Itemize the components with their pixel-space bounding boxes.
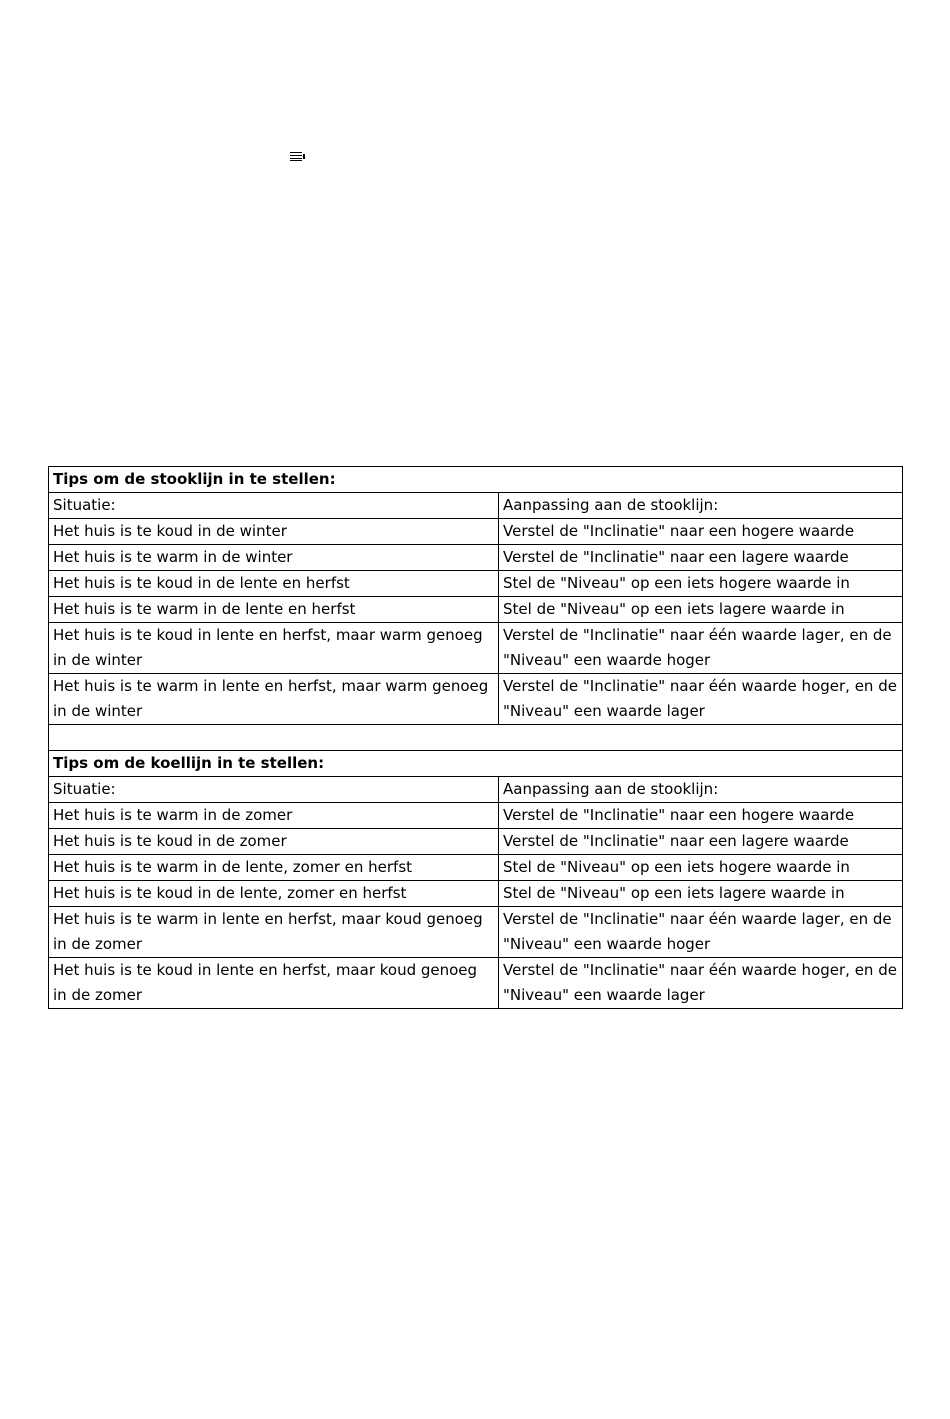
adjustment-cell: Verstel de "Inclinatie" naar een hogere waarde <box>499 803 903 829</box>
stooklijn-header-situation: Situatie: <box>49 493 499 519</box>
adjustment-cell: Verstel de "Inclinatie" naar een lagere waarde <box>499 829 903 855</box>
table-row <box>49 803 903 829</box>
koellijn-header-adjustment: Aanpassing aan de stooklijn: <box>499 777 903 803</box>
situation-cell: Het huis is te koud in de lente, zomer en herfst <box>49 881 499 907</box>
situation-cell: Het huis is te koud in lente en herfst, maar koud genoeg in de zomer <box>49 958 499 1009</box>
table-row <box>49 855 903 881</box>
table-row <box>49 519 903 545</box>
table-row <box>49 881 903 907</box>
koellijn-title: Tips om de koellijn in te stellen: <box>49 751 903 777</box>
adjustment-cell: Verstel de "Inclinatie" naar één waarde lager, en de "Niveau" een waarde hoger <box>499 907 903 958</box>
menu-lines-icon <box>290 152 305 161</box>
table-row <box>49 907 903 958</box>
koellijn-header-situation: Situatie: <box>49 777 499 803</box>
tips-table <box>48 466 903 1009</box>
table-row <box>49 545 903 571</box>
adjustment-cell: Verstel de "Inclinatie" naar één waarde lager, en de "Niveau" een waarde hoger <box>499 623 903 674</box>
stooklijn-header-row <box>49 493 903 519</box>
table-row <box>49 829 903 855</box>
table-row <box>49 623 903 674</box>
adjustment-cell: Verstel de "Inclinatie" naar één waarde hoger, en de "Niveau" een waarde lager <box>499 674 903 725</box>
table-row <box>49 571 903 597</box>
stooklijn-title-row <box>49 467 903 493</box>
stooklijn-title: Tips om de stooklijn in te stellen: <box>49 467 903 493</box>
stooklijn-header-adjustment: Aanpassing aan de stooklijn: <box>499 493 903 519</box>
adjustment-cell: Verstel de "Inclinatie" naar één waarde hoger, en de "Niveau" een waarde lager <box>499 958 903 1009</box>
situation-cell: Het huis is te koud in de zomer <box>49 829 499 855</box>
situation-cell: Het huis is te warm in lente en herfst, maar warm genoeg in de winter <box>49 674 499 725</box>
table-row <box>49 597 903 623</box>
adjustment-cell: Stel de "Niveau" op een iets hogere waarde in <box>499 571 903 597</box>
adjustment-cell: Stel de "Niveau" op een iets hogere waarde in <box>499 855 903 881</box>
situation-cell: Het huis is te warm in de zomer <box>49 803 499 829</box>
situation-cell: Het huis is te koud in de lente en herfst <box>49 571 499 597</box>
spacer-cell <box>49 725 903 751</box>
adjustment-cell: Verstel de "Inclinatie" naar een hogere waarde <box>499 519 903 545</box>
situation-cell: Het huis is te warm in de lente, zomer en herfst <box>49 855 499 881</box>
table-row <box>49 958 903 1009</box>
table-row <box>49 674 903 725</box>
adjustment-cell: Verstel de "Inclinatie" naar een lagere waarde <box>499 545 903 571</box>
situation-cell: Het huis is te warm in de winter <box>49 545 499 571</box>
adjustment-cell: Stel de "Niveau" op een iets lagere waarde in <box>499 597 903 623</box>
situation-cell: Het huis is te warm in lente en herfst, maar koud genoeg in de zomer <box>49 907 499 958</box>
spacer-row <box>49 725 903 751</box>
situation-cell: Het huis is te koud in de winter <box>49 519 499 545</box>
koellijn-title-row <box>49 751 903 777</box>
koellijn-header-row <box>49 777 903 803</box>
situation-cell: Het huis is te koud in lente en herfst, maar warm genoeg in de winter <box>49 623 499 674</box>
adjustment-cell: Stel de "Niveau" op een iets lagere waarde in <box>499 881 903 907</box>
situation-cell: Het huis is te warm in de lente en herfst <box>49 597 499 623</box>
